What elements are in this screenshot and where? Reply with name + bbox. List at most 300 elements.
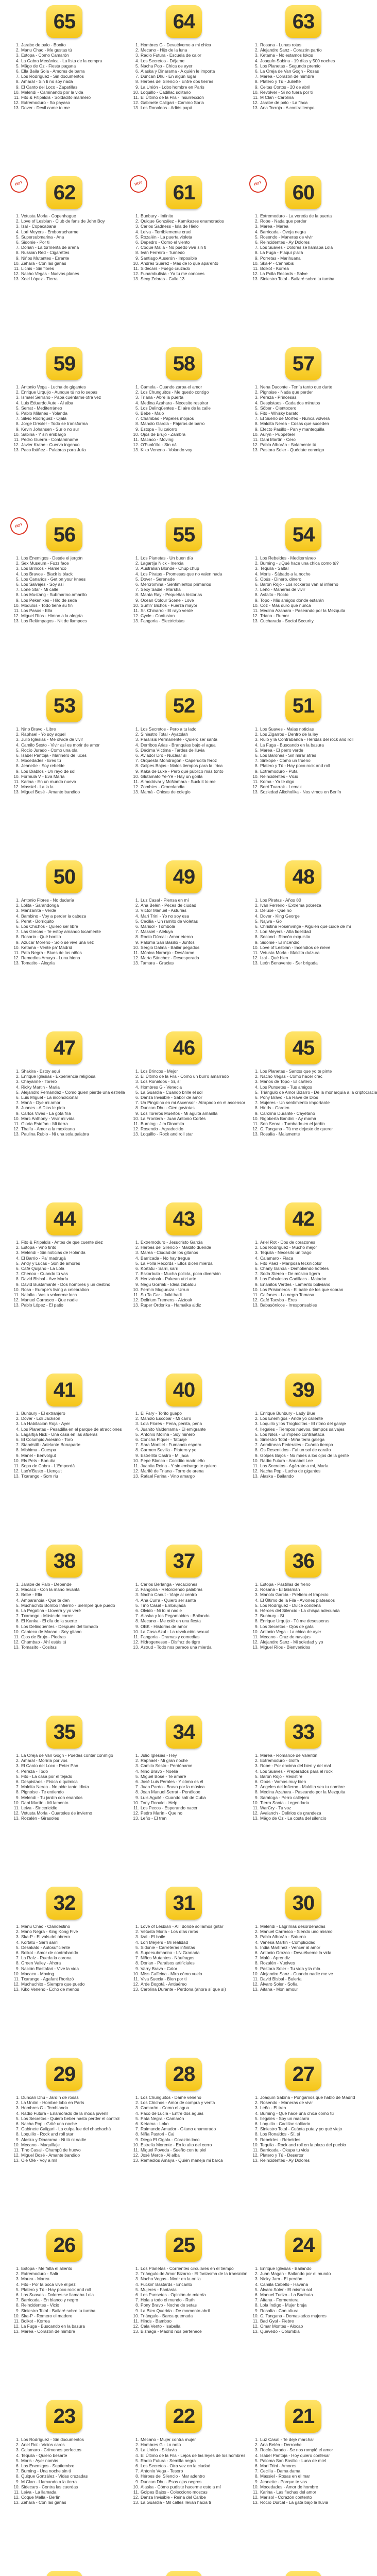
- song-item: [252, 758, 359, 763]
- song-rank: 6.: [255, 2121, 259, 2127]
- song-item: [133, 69, 240, 74]
- song-title: Quevedo - Columbia: [260, 2329, 300, 2334]
- number-badge: [285, 689, 321, 722]
- song-item: [13, 1924, 121, 1929]
- song-rank: 1.: [16, 1753, 20, 1758]
- song-rank: 6.: [135, 1266, 139, 1272]
- song-item: [252, 1437, 359, 1442]
- song-title: Fermin Muguruza - Urrun: [141, 1286, 190, 1292]
- song-rank: 1.: [255, 42, 259, 47]
- song-title: Tino Casal - Champú de huevo: [21, 2147, 81, 2153]
- song-title: Marta Sánchez - Desesperada: [141, 955, 199, 961]
- song-item: [13, 897, 121, 903]
- section-header: [126, 2054, 242, 2094]
- song-title: Ketama - No estamos lokos: [260, 53, 313, 58]
- song-rank: 9.: [255, 1110, 259, 1116]
- song-rank: 2.: [255, 389, 259, 395]
- song-rank: 7.: [135, 2126, 139, 2132]
- song-title: Dani Martín - Cero: [260, 437, 296, 443]
- song-rank: 8.: [255, 421, 259, 427]
- number-badge: [46, 518, 82, 551]
- song-rank: 9.: [135, 1281, 139, 1287]
- song-rank: 11.: [13, 1634, 20, 1640]
- song-title: Deluxe - Que no: [260, 908, 292, 913]
- song-item: [252, 784, 359, 789]
- song-title: Pignoise - Te entiendo: [21, 1789, 64, 1795]
- song-title: Luz Casal - Te dejé marchar: [260, 2437, 314, 2442]
- song-rank: 3.: [135, 2276, 139, 2282]
- song-rank: 13.: [252, 2158, 259, 2163]
- song-item: [252, 1613, 359, 1618]
- song-item: [13, 1929, 121, 1934]
- song-title: Dover - Loli Jackson: [21, 1416, 60, 1421]
- song-item: [252, 2318, 359, 2324]
- song-rank: 13.: [133, 618, 139, 624]
- song-item: [13, 2453, 121, 2458]
- song-title: Marea - Romance de Valentín: [260, 1753, 318, 1758]
- song-title: Amaral - Sin ti no soy nada: [21, 79, 73, 84]
- song-item: [13, 2442, 121, 2447]
- song-title: Mercromina - Sentimientos primarios: [141, 582, 211, 587]
- song-rank: 7.: [135, 2468, 139, 2474]
- song-title: Barricada - En blanco y negro: [21, 2297, 78, 2303]
- song-item: [13, 903, 121, 908]
- song-rank: 5.: [16, 1431, 20, 1437]
- song-item: [252, 79, 359, 84]
- song-item: [133, 1795, 240, 1800]
- song-rank: 4.: [135, 2452, 139, 2458]
- song-item: [252, 913, 359, 919]
- song-rank: 2.: [135, 903, 139, 908]
- section-header: [6, 343, 123, 383]
- song-rank: 5.: [16, 747, 20, 753]
- song-title: Loquillo - Rock and roll star: [141, 1131, 193, 1137]
- song-rank: 5.: [16, 1944, 20, 1950]
- song-item: [13, 1639, 121, 1645]
- song-rank: 1.: [135, 42, 139, 47]
- song-item: [133, 218, 240, 224]
- song-rank: 13.: [13, 618, 20, 624]
- song-list: [6, 897, 123, 966]
- ranking-section: [6, 1540, 123, 1708]
- song-rank: 10.: [252, 773, 259, 779]
- song-title: El Último de la Fila - Como un burro amarrado: [141, 1074, 229, 1079]
- song-title: Pastora Soler - Quédate conmigo: [260, 447, 324, 453]
- song-title: Fangoria - Retorciendo palabras: [141, 1587, 203, 1592]
- song-item: [13, 1079, 121, 1084]
- song-title: Javier Krahe - Cuervo ingenuo: [21, 442, 80, 448]
- song-rank: 4.: [16, 742, 20, 748]
- song-rank: 5.: [255, 2458, 259, 2463]
- song-item: [133, 737, 240, 742]
- song-rank: 4.: [135, 1939, 139, 1945]
- song-title: Carmen Sevilla - Platero y yo: [141, 1447, 197, 1453]
- section-header: [245, 856, 362, 896]
- song-item: [252, 577, 359, 582]
- section-header: [6, 2396, 123, 2436]
- ranking-section: [245, 2225, 362, 2393]
- number-badge: [46, 1716, 82, 1749]
- song-list: [6, 726, 123, 795]
- song-title: Mecano - Hijo de la luna: [141, 47, 187, 53]
- song-item: [13, 2468, 121, 2473]
- song-rank: 4.: [16, 1084, 20, 1090]
- song-title: Peret - Borriquito: [21, 918, 54, 924]
- song-rank: 11.: [133, 950, 139, 956]
- song-rank: 7.: [135, 2297, 139, 2303]
- song-title: Pablo Alborán - Saturno: [260, 1934, 306, 1940]
- song-rank: 10.: [252, 1115, 259, 1121]
- song-title: Caifanes - La negra Tomasa: [260, 1292, 315, 1298]
- song-title: Arde Bogotá - Antiaéreo: [141, 1981, 187, 1987]
- song-title: El Sueño de Morfeo - Nunca volverá: [260, 416, 330, 421]
- song-item: [252, 1468, 359, 1473]
- song-title: Rosa - Europe's living a celebration: [21, 1286, 89, 1292]
- song-title: Triángulo de Amor Bizarro - El fantasma de la transición: [141, 2271, 248, 2277]
- song-title: Jarabe de palo - Bonito: [21, 42, 66, 47]
- song-list: [245, 1753, 362, 1821]
- song-rank: 8.: [135, 1276, 139, 1282]
- song-item: [252, 69, 359, 74]
- song-item: [13, 1437, 121, 1442]
- number-badge: [285, 2571, 321, 2576]
- song-item: [13, 1427, 121, 1432]
- song-item: [133, 1789, 240, 1794]
- song-item: [252, 903, 359, 908]
- song-item: [133, 774, 240, 779]
- song-rank: 9.: [135, 597, 139, 603]
- song-rank: 11.: [13, 437, 20, 443]
- song-item: [133, 555, 240, 561]
- song-title: La Fuga - Buscando en la basura: [21, 2324, 85, 2329]
- song-item: [252, 592, 359, 597]
- song-rank: 8.: [255, 250, 259, 256]
- song-item: [133, 2452, 246, 2458]
- song-item: [13, 1084, 121, 1090]
- song-title: Nicky Jam - El perdón: [260, 2276, 302, 2282]
- song-title: Rebeldes - Rebeldes: [260, 2137, 301, 2142]
- song-title: Aerolíneas Federales - Cuánto tiempo: [260, 1442, 333, 1448]
- song-item: [133, 2121, 240, 2126]
- song-rank: 2.: [255, 2271, 259, 2277]
- song-rank: 5.: [255, 1089, 259, 1095]
- song-rank: 2.: [255, 732, 259, 737]
- song-list: [126, 1582, 242, 1650]
- song-rank: 13.: [252, 618, 259, 624]
- song-title: Los Secretos - Agárrate a mí, María: [260, 1463, 329, 1469]
- song-title: Loquillo - Cadillac solitario: [141, 89, 191, 95]
- song-title: Mocedades - Eres tú: [21, 758, 61, 764]
- song-rank: 9.: [16, 939, 20, 945]
- song-rank: 12.: [133, 100, 139, 106]
- section-number: 40: [173, 1379, 195, 1401]
- song-rank: 4.: [255, 2281, 259, 2287]
- song-item: [13, 1960, 121, 1965]
- song-rank: 11.: [13, 2147, 20, 2153]
- song-item: [13, 2266, 121, 2271]
- song-title: Raimundo Amador - Gitano enamorado: [141, 2126, 216, 2132]
- song-title: Saratoga - Perro callejero: [260, 1794, 310, 1800]
- song-item: [133, 1256, 240, 1261]
- song-item: [252, 90, 359, 95]
- section-number: 29: [53, 2063, 76, 2086]
- ranking-section: [6, 1198, 123, 1366]
- song-item: [13, 1463, 121, 1468]
- song-rank: 11.: [133, 266, 139, 272]
- song-item: [13, 1753, 121, 1758]
- song-item: [252, 63, 359, 69]
- section-header: [6, 172, 123, 212]
- song-title: Ismael Serrano - Papá cuéntame otra vez: [21, 395, 101, 400]
- song-item: [133, 1245, 240, 1250]
- stamp-icon: HOY: [8, 173, 30, 195]
- ranking-section: [126, 2396, 246, 2564]
- song-item: [133, 256, 240, 261]
- song-title: Nacha Pop - Grité una noche: [21, 2121, 77, 2127]
- song-rank: 2.: [16, 2442, 20, 2448]
- song-title: Los Punsetes - Opinión de mierda: [141, 2292, 206, 2298]
- song-title: Malú - Aprendiz: [260, 1955, 290, 1961]
- song-item: [252, 1753, 359, 1758]
- song-title: Hinds - Garden: [260, 1105, 289, 1111]
- song-rank: 6.: [16, 1095, 20, 1100]
- song-title: Quique González - Vidas cruzadas: [21, 2473, 88, 2479]
- section-header: [126, 514, 242, 554]
- song-title: Gloria Estefan - Mi tierra: [21, 1121, 68, 1127]
- song-item: [13, 960, 121, 965]
- song-item: [252, 2126, 359, 2131]
- song-rank: 11.: [133, 1976, 139, 1982]
- song-title: Hertzainak - Pakean utzi arte: [141, 1276, 196, 1282]
- song-title: Los Punsetes - Tus amigos: [260, 1084, 313, 1090]
- song-rank: 4.: [16, 2110, 20, 2116]
- song-title: Rocío Dúrcal - La gata bajo la lluvia: [260, 2500, 329, 2505]
- song-title: Siniestro Total - Cuánta puta y yo qué viejo: [260, 2126, 342, 2132]
- song-rank: 12.: [252, 442, 259, 448]
- song-item: [133, 245, 240, 250]
- song-title: Fuckin' Bastards - Encanto: [141, 2281, 192, 2287]
- song-rank: 6.: [16, 2463, 20, 2469]
- song-title: Macaco - Moving: [141, 437, 174, 443]
- song-item: [13, 1292, 121, 1297]
- song-title: Alejandro Sanz - Mi soledad y yo: [260, 1639, 323, 1645]
- song-item: [13, 2292, 121, 2297]
- song-title: Lagartija Nick - Una casa en las afueras: [21, 1431, 98, 1437]
- song-item: [13, 2489, 121, 2495]
- song-rank: 12.: [13, 784, 20, 790]
- song-title: Miguel Poveda - Sueño con tu piel: [141, 2147, 207, 2153]
- song-list: [126, 897, 242, 966]
- song-title: Marea - Corazón de mimbre: [260, 74, 314, 79]
- song-rank: 9.: [16, 2137, 20, 2142]
- ranking-section: [126, 685, 242, 853]
- song-title: Carlos Vives - La gota fría: [21, 1110, 71, 1116]
- section-number: 52: [173, 694, 195, 717]
- song-rank: 9.: [255, 2308, 259, 2313]
- song-rank: 1.: [255, 213, 259, 218]
- song-item: [252, 613, 359, 618]
- song-title: Los Bravos - Black is black: [21, 571, 73, 577]
- section-header: [126, 2225, 242, 2265]
- song-title: Hombres G - Devuélveme a mi chica: [141, 42, 211, 47]
- song-item: [252, 1960, 359, 1965]
- song-item: [133, 1800, 240, 1805]
- song-title: Juanes - A Dios le pido: [21, 1105, 65, 1111]
- song-title: Azúcar Moreno - Solo se vive una vez: [21, 939, 94, 945]
- song-title: Rozalén - Vuelves: [260, 1960, 295, 1966]
- number-badge: [166, 1202, 202, 1235]
- song-item: [133, 618, 240, 623]
- song-title: Zombies - Groenlandia: [141, 784, 185, 790]
- song-item: [252, 1924, 359, 1929]
- song-item: [13, 229, 121, 234]
- song-item: [13, 608, 121, 613]
- ranking-section: [245, 2054, 362, 2222]
- song-rank: 11.: [13, 2489, 20, 2495]
- song-title: Pedro Marín - Que no: [141, 1810, 182, 1816]
- song-rank: 1.: [135, 1240, 139, 1245]
- song-rank: 2.: [16, 2271, 20, 2277]
- song-item: [13, 1111, 121, 1116]
- song-item: [133, 2126, 240, 2131]
- song-title: Barón Rojo - Los rockeros van al infierno: [260, 582, 338, 587]
- song-rank: 3.: [16, 1934, 20, 1940]
- song-title: Second - Rincón exquisito: [260, 934, 311, 940]
- song-rank: 9.: [135, 1452, 139, 1458]
- song-rank: 12.: [252, 1639, 259, 1645]
- song-title: Platero y Tú - Hay poco rock and roll: [21, 2286, 91, 2292]
- song-item: [252, 1634, 359, 1639]
- song-title: Canteca de Macao - Soy gitano: [21, 1629, 82, 1634]
- song-rank: 3.: [135, 1250, 139, 1256]
- song-item: [252, 2489, 359, 2495]
- number-badge: [166, 347, 202, 380]
- song-title: Lori Meyers - Mi realidad: [141, 1939, 188, 1945]
- song-title: Tamara - Gracias: [141, 960, 174, 966]
- song-list: [6, 213, 123, 282]
- song-rank: 7.: [16, 1100, 20, 1106]
- song-item: [133, 2153, 240, 2158]
- song-title: Diego El Cigala - Corazón loco: [141, 2137, 200, 2142]
- song-rank: 9.: [255, 768, 259, 774]
- song-rank: 1.: [135, 1924, 139, 1929]
- song-rank: 1.: [135, 213, 139, 218]
- song-item: [13, 79, 121, 84]
- song-item: [13, 1302, 121, 1308]
- song-rank: 2.: [135, 1758, 139, 1764]
- song-title: Mecano - Me colé en una fiesta: [141, 1618, 201, 1624]
- song-item: [13, 598, 121, 603]
- section-header: [245, 1369, 362, 1410]
- song-title: Biznaga - Madrid nos pertenece: [141, 2329, 202, 2334]
- song-item: [133, 1432, 240, 1437]
- song-rank: 11.: [252, 266, 259, 272]
- song-item: [13, 266, 121, 271]
- section-number: 21: [292, 2405, 315, 2428]
- song-title: Muchachito - Siempre que puedo: [21, 1981, 85, 1987]
- song-rank: 1.: [135, 1582, 139, 1587]
- song-item: [133, 1940, 240, 1945]
- song-rank: 1.: [16, 1240, 20, 1245]
- song-title: Pata Negra - Camarón: [141, 2115, 184, 2121]
- song-item: [13, 2142, 121, 2147]
- song-title: Antonio Vega - La chica de ayer: [260, 1629, 321, 1634]
- song-item: [13, 1297, 121, 1302]
- song-title: Los Salvajes - Soy así: [21, 582, 64, 587]
- song-title: Los Ronaldos - Sí, sí: [141, 1079, 181, 1084]
- song-item: [133, 1261, 240, 1266]
- song-list: [245, 2266, 362, 2334]
- song-item: [252, 2437, 359, 2442]
- song-title: La Pegatina - Lloverá y yo veré: [21, 1608, 81, 1614]
- song-item: [133, 1924, 240, 1929]
- song-title: Nacho Vegas - Morir en la orilla: [141, 2276, 201, 2282]
- song-title: Siniestro Total - Bailaré sobre tu tumba: [21, 2308, 96, 2313]
- song-item: [252, 2131, 359, 2137]
- song-title: Rosario - Qué bonito: [21, 934, 61, 940]
- song-rank: 5.: [16, 2115, 20, 2121]
- song-item: [252, 1411, 359, 1416]
- song-title: Radio Futura - Annabel Lee: [260, 1458, 313, 1463]
- section-number: 27: [292, 2063, 315, 2086]
- song-rank: 13.: [252, 1645, 259, 1650]
- song-rank: 5.: [255, 918, 259, 924]
- song-rank: 12.: [13, 2495, 20, 2500]
- section-header: [245, 1027, 362, 1067]
- song-item: [252, 924, 359, 929]
- song-title: Leiva - Sincericidio: [21, 1805, 58, 1811]
- song-rank: 8.: [16, 1789, 20, 1795]
- song-title: Los Planetas - Un buen día: [141, 555, 193, 561]
- song-title: Extremoduro - So payaso: [21, 100, 70, 106]
- song-rank: 2.: [255, 561, 259, 566]
- song-title: Vetusta Morla - Cuarteles de invierno: [21, 1810, 92, 1816]
- song-item: [252, 1121, 359, 1126]
- ranking-section: [126, 2567, 242, 2576]
- song-title: Dorian - La tormenta de arena: [21, 245, 79, 250]
- song-title: Koma - Ya te digo: [260, 779, 295, 785]
- number-badge: [46, 860, 82, 893]
- song-item: [133, 79, 240, 84]
- song-rank: 4.: [135, 1597, 139, 1603]
- song-list: [245, 726, 362, 795]
- song-rank: 4.: [16, 1939, 20, 1945]
- song-title: Los Piratas - Promesas que no valen nada: [141, 571, 222, 577]
- song-item: [133, 1069, 240, 1074]
- song-title: Pereza - Todo: [21, 1768, 48, 1774]
- song-title: M Clan - Llamando a la tierra: [21, 2479, 77, 2484]
- song-item: [252, 1987, 359, 1992]
- song-rank: 11.: [252, 95, 259, 100]
- song-item: [13, 1629, 121, 1634]
- song-item: [133, 53, 240, 58]
- song-title: Fito & Fitipaldis - Soldadito marinero: [21, 95, 91, 100]
- song-item: [252, 1074, 359, 1079]
- song-title: Ska-P - Romero el madero: [21, 2313, 73, 2318]
- song-rank: 6.: [135, 1779, 139, 1785]
- song-rank: 9.: [16, 768, 20, 774]
- song-title: Vetusta Morla - Los días raros: [141, 1929, 198, 1935]
- song-title: La Habitación Roja - Ayer: [21, 1421, 70, 1427]
- song-item: [252, 1800, 359, 1805]
- song-title: Revólver - Si no fuera por ti: [260, 89, 313, 95]
- song-item: [133, 1411, 240, 1416]
- ranking-section: [126, 1198, 242, 1366]
- song-item: [133, 1598, 240, 1603]
- song-title: Los Planetas - Corrientes circulares en el tiempo: [141, 2266, 234, 2271]
- song-rank: 1.: [255, 1753, 259, 1758]
- song-item: [13, 218, 121, 224]
